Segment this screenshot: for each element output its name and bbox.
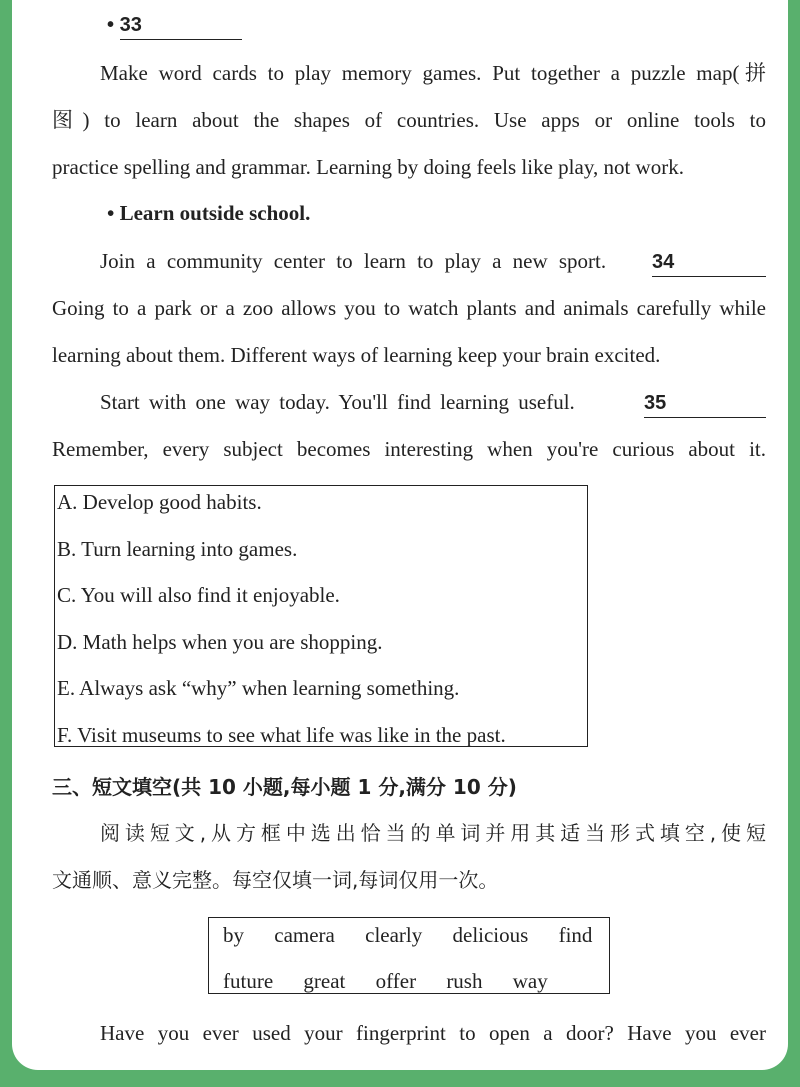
bullet-q33 xyxy=(107,11,242,40)
word-camera: camera xyxy=(274,923,335,947)
option-f: F. Visit museums to see what life was like in the past. xyxy=(57,723,506,747)
heading-learn-outside-school: • Learn outside school. xyxy=(107,201,311,225)
word-by: by xyxy=(223,923,244,947)
option-b: B. Turn learning into games. xyxy=(57,537,298,561)
answer-blank-35[interactable]: 35 xyxy=(644,388,766,418)
answer-blank-34[interactable]: 34 xyxy=(652,247,766,277)
paragraph-3-line-1 xyxy=(100,388,766,418)
word-bank-box xyxy=(208,917,610,994)
option-c: C. You will also find it enjoyable. xyxy=(57,583,340,607)
option-e: E. Always ask “why” when learning something. xyxy=(57,676,460,700)
document-page xyxy=(12,0,788,1070)
word-future: future xyxy=(223,969,274,993)
section-3-instruction-line-2: 文通顺、意义完整。每空仅填一词,每词仅用一次。 xyxy=(52,868,499,892)
answer-blank-33[interactable]: 33 xyxy=(120,11,242,40)
option-d: D. Math helps when you are shopping. xyxy=(57,630,383,654)
word-bank-row-2 xyxy=(223,967,548,995)
word-offer: offer xyxy=(375,969,417,993)
word-bank-row-1 xyxy=(223,921,592,949)
paragraph-1-line-3: practice spelling and grammar. Learning by doing feels like play, not work. xyxy=(52,155,684,179)
paragraph-1-line-2: 图) to learn about the shapes of countries. Use apps or online tools to xyxy=(52,108,766,132)
bullet-dot: • xyxy=(107,14,115,36)
paragraph-2-line-2: Going to a park or a zoo allows you to watch plants and animals carefully while xyxy=(52,296,766,320)
section-3-instruction-line-1: 阅读短文,从方框中选出恰当的单词并用其适当形式填空,使短 xyxy=(100,821,766,845)
paragraph-2-text: Join a community center to learn to play a new sport. xyxy=(100,249,607,273)
options-box xyxy=(54,485,588,747)
paragraph-3-text: Start with one way today. You'll find learning useful. xyxy=(100,390,575,414)
word-great: great xyxy=(303,969,346,993)
paragraph-3-line-2: Remember, every subject becomes interesting when you're curious about it. xyxy=(52,437,766,461)
word-rush: rush xyxy=(446,969,483,993)
section-3-passage-line-1: Have you ever used your fingerprint to open a door? Have you ever xyxy=(100,1021,766,1045)
paragraph-1-line-1: Make word cards to play memory games. Put together a puzzle map(拼 xyxy=(100,61,766,85)
word-way: way xyxy=(512,969,548,993)
word-clearly: clearly xyxy=(365,923,423,947)
option-a: A. Develop good habits. xyxy=(57,490,262,514)
section-3-title: 三、短文填空(共 10 小题,每小题 1 分,满分 10 分) xyxy=(52,775,517,799)
word-find: find xyxy=(558,923,593,947)
paragraph-2-line-3: learning about them. Different ways of learning keep your brain excited. xyxy=(52,343,661,367)
word-delicious: delicious xyxy=(452,923,529,947)
bullet-dot: • xyxy=(107,201,115,225)
paragraph-2-line-1 xyxy=(100,247,766,277)
